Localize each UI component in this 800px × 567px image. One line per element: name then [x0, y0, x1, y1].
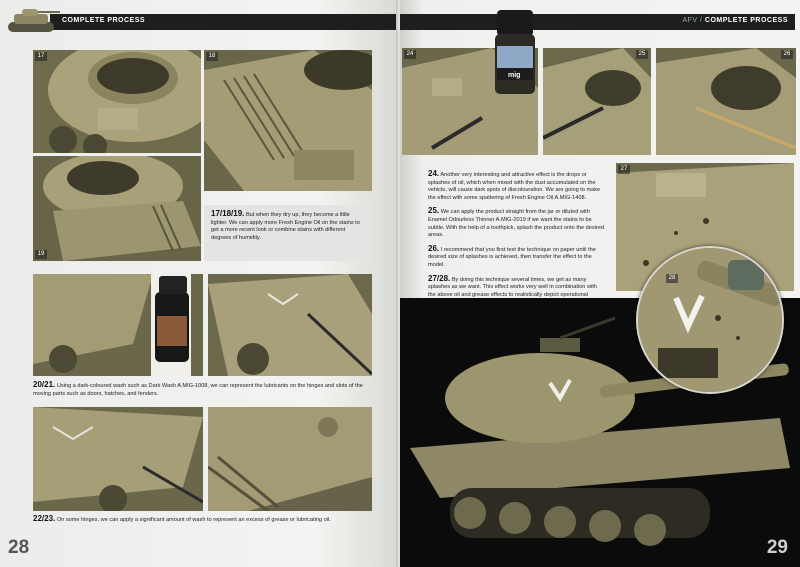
photo-18-number: 18	[206, 52, 218, 61]
photo-25	[543, 48, 651, 155]
header-title-text: COMPLETE PROCESS	[704, 17, 788, 24]
paragraph-25	[428, 207, 604, 239]
photo-27-number: 27	[618, 165, 630, 174]
page-number-left: 28	[8, 537, 30, 558]
step-24: 24.	[428, 169, 440, 178]
paragraph-26	[428, 245, 604, 270]
photo-28-magnifier	[636, 246, 784, 394]
photo-19	[33, 156, 201, 261]
step-20-21: 20/21.	[33, 380, 56, 389]
photo-22	[33, 407, 203, 511]
bottle-label: mig	[508, 72, 521, 79]
right-page	[400, 0, 800, 567]
photo-17	[33, 50, 201, 153]
text-17-19-body: But when they dry up, they become a little lighter. We can apply more Fresh Engine Oil on the stains to get a more recent look or combine stains with different degrees of humidity.	[211, 212, 360, 241]
paragraph-27-28-body: By doing this technique several times, we get as many splashes as we want. This effect works very well in combination with the above oil and grease effects to realistically depict operational	[428, 276, 597, 298]
left-header-title: COMPLETE PROCESS	[62, 17, 146, 24]
text-box-17-19	[204, 205, 372, 261]
paragraph-26-body: I recommend that you first test the technique on paper until the desired size of splashes is achieved, then transfer the effect to the model.	[428, 246, 596, 268]
step-26: 26.	[428, 243, 440, 253]
step-25: 25.	[428, 206, 440, 216]
photo-17-number: 17	[35, 52, 47, 61]
photo-20	[33, 274, 203, 376]
right-header-title: AFV / COMPLETE PROCESS	[682, 17, 788, 24]
tank-thumbnail-icon	[4, 4, 60, 38]
paragraph-25-body: We can apply the product straight from the jar or diluted with Enamel Odourless Thinner A.MIG-2019 if we want the stains to be subtle. With the help of a toothpick, splash the product onto the desired areas.	[428, 209, 605, 239]
left-page	[0, 0, 398, 567]
header-prefix: AFV	[682, 17, 698, 24]
photo-26	[656, 48, 796, 155]
caption-22-23-body: On some hinges, we can apply a significant amount of wash to represent an excess of grease or lubricating oil.	[56, 517, 331, 523]
caption-20-21-body: Using a dark-coloured wash such as Dark Wash A.MIG-1008, we can represent the lubricants on the hinges and slots of the moving parts such as doors, hatches, and fenders.	[33, 383, 363, 397]
step-22-23: 22/23.	[33, 514, 56, 523]
step-27-28: 27/28.	[428, 273, 451, 283]
paragraph-24-body: Another very interesting and attractive effect is the drops or splashes of oil, which when mixed with the dust accumulated on the vehicle, will cause dark spots of discolouration. We are going to make the effect with some spattering of Fresh Engine Oil A.MIG-1408.	[428, 172, 601, 201]
photo-24-number: 24	[404, 50, 416, 59]
paragraph-24	[428, 170, 604, 202]
oil-bottle-icon	[491, 10, 539, 96]
caption-20-21	[33, 381, 373, 398]
photo-28-number: 28	[666, 274, 678, 283]
photo-19-number: 19	[35, 250, 47, 259]
photo-23	[208, 407, 372, 511]
photo-26-number: 26	[781, 50, 793, 59]
instructions-text	[428, 170, 604, 312]
page-number-right: 29	[766, 537, 788, 558]
caption-22-23	[33, 515, 373, 525]
photo-25-number: 25	[636, 50, 648, 59]
photo-21	[208, 274, 372, 376]
photo-18	[204, 50, 372, 191]
step-17-19: 17/18/19.	[211, 209, 245, 218]
